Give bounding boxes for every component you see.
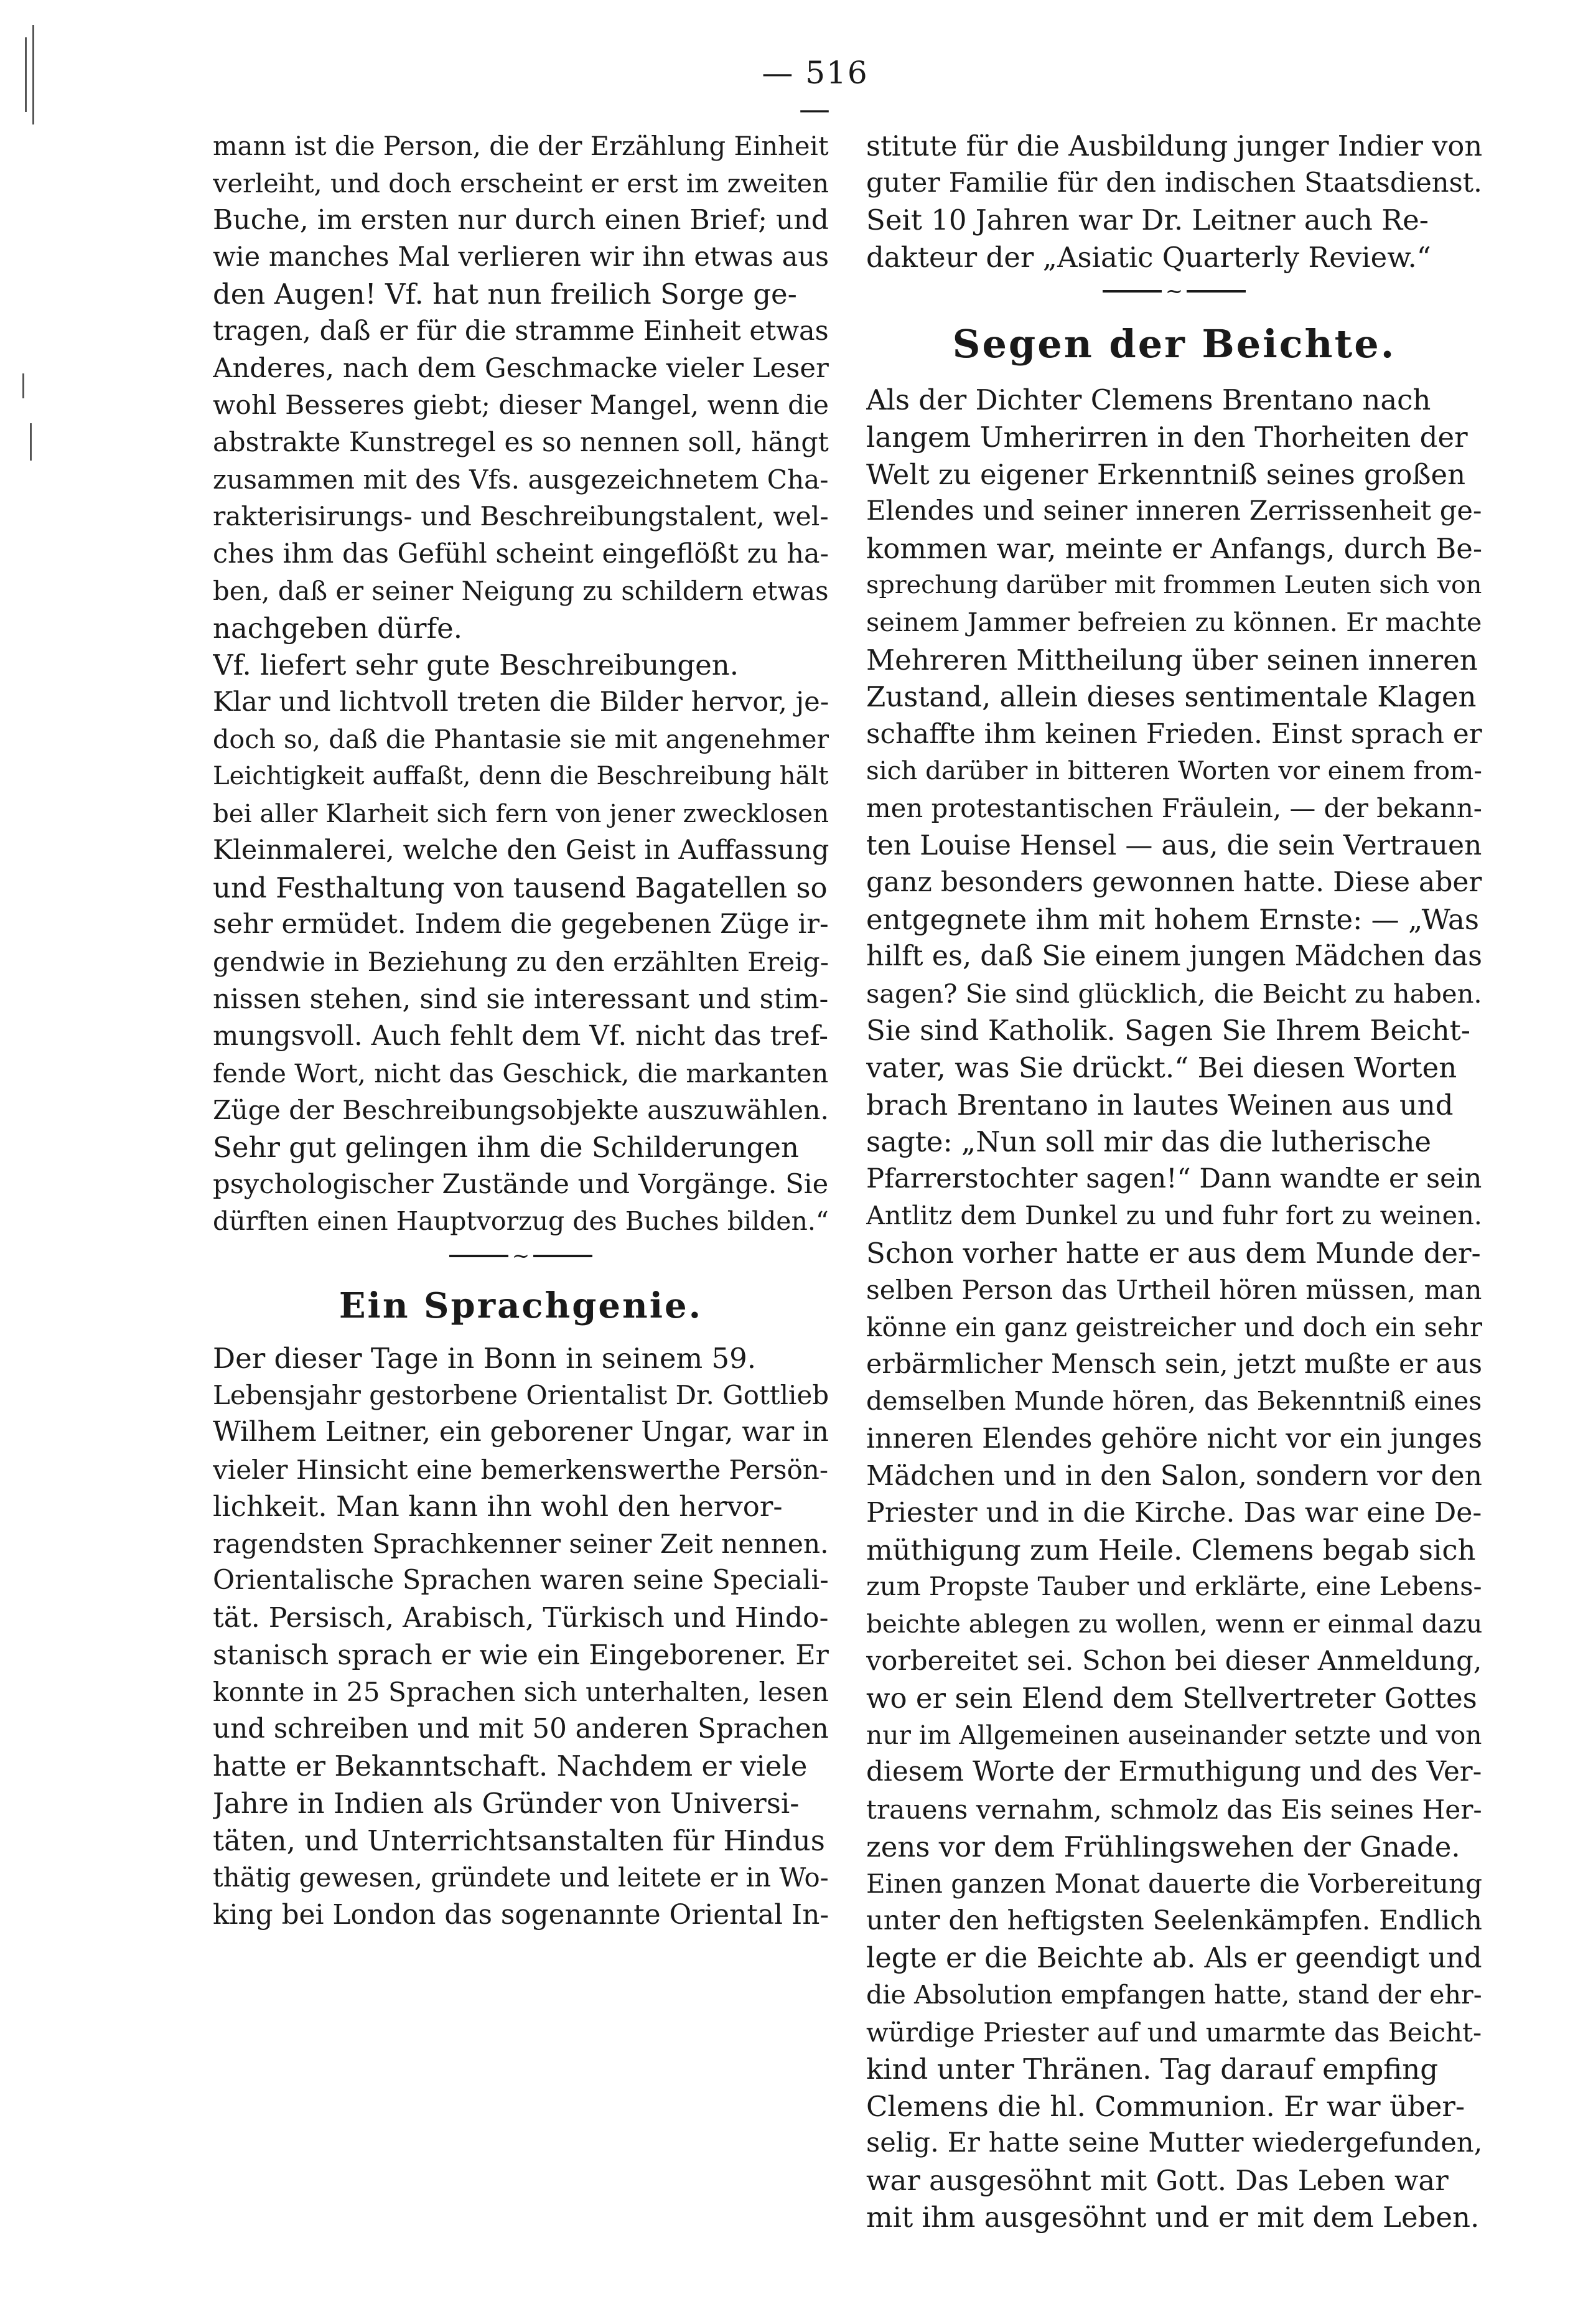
text-line: ganz besonders gewonnen hatte. Diese aber bbox=[866, 866, 1482, 899]
scan-edge-mark bbox=[22, 373, 24, 398]
section-heading-beichte: Segen der Beichte. bbox=[952, 321, 1396, 367]
text-line: sehr ermüdet. Indem die gegebenen Züge ir- bbox=[213, 909, 829, 940]
text-line: fende Wort, nicht das Geschick, die markanten bbox=[213, 1057, 829, 1089]
text-line: zens vor dem Frühlingswehen der Gnade. bbox=[866, 1830, 1460, 1863]
text-line: stanisch sprach er wie ein Eingeborener. Er bbox=[213, 1639, 829, 1671]
text-line: langem Umherirren in den Thorheiten der bbox=[866, 420, 1468, 454]
text-line: Sie sind Katholik. Sagen Sie Ihrem Beicht- bbox=[866, 1014, 1470, 1047]
text-line: die Absolution empfangen hatte, stand der ehr- bbox=[866, 1979, 1482, 2010]
text-line: zum Propste Tauber und erklärte, eine Lebens- bbox=[866, 1572, 1482, 1602]
text-line: gendwie in Beziehung zu den erzählten Ereig- bbox=[213, 947, 829, 978]
text-line: inneren Elendes gehöre nicht vor ein junges bbox=[866, 1423, 1482, 1455]
text-line: täten, und Unterrichtsanstalten für Hindus bbox=[213, 1824, 825, 1857]
text-line: thätig gewesen, gründete und leitete er in Wo- bbox=[213, 1862, 829, 1893]
text-line: sagte: „Nun soll mir das die lutherische bbox=[866, 1125, 1432, 1159]
text-line: nachgeben dürfe. bbox=[213, 611, 463, 645]
text-line: lichkeit. Man kann ihn wohl den hervor- bbox=[213, 1490, 783, 1524]
text-line: hatte er Bekanntschaft. Nachdem er viele bbox=[213, 1750, 808, 1783]
text-line: seinem Jammer befreien zu können. Er machte bbox=[866, 607, 1482, 637]
page-number: — 516 — bbox=[762, 55, 869, 127]
text-line: Vf. liefert sehr gute Beschreibungen. bbox=[213, 649, 739, 682]
text-line: Zustand, allein dieses sentimentale Klagen bbox=[866, 680, 1477, 714]
text-line: Der dieser Tage in Bonn in seinem 59. bbox=[213, 1341, 757, 1375]
text-line: und schreiben und mit 50 anderen Sprachen bbox=[213, 1713, 829, 1745]
text-line: abstrakte Kunstregel es so nennen soll, hängt bbox=[213, 427, 829, 458]
text-line: würdige Priester auf und umarmte das Beicht- bbox=[866, 2017, 1482, 2048]
text-line: und Festhaltung von tausend Bagatellen so bbox=[213, 871, 828, 904]
right-column bbox=[866, 128, 1482, 2236]
text-line: verleiht, und doch erscheint er erst im zweiten bbox=[213, 167, 829, 199]
text-line: Pfarrerstochter sagen!“ Dann wandte er sein bbox=[866, 1163, 1482, 1194]
scan-edge-mark bbox=[30, 423, 32, 461]
text-line: vieler Hinsicht eine bemerkenswerthe Persön- bbox=[213, 1454, 829, 1485]
section-divider: ~ bbox=[213, 1240, 829, 1272]
text-line: guter Familie für den indischen Staatsdienst. bbox=[866, 167, 1482, 199]
text-line: Züge der Beschreibungsobjekte auszuwählen. bbox=[213, 1095, 829, 1126]
text-line: vater, was Sie drückt.“ Bei diesen Worten bbox=[866, 1051, 1457, 1085]
text-line: Buche, im ersten nur durch einen Brief; und bbox=[213, 204, 829, 237]
text-line: konnte in 25 Sprachen sich unterhalten, lesen bbox=[213, 1677, 829, 1708]
text-line: Lebensjahr gestorbene Orientalist Dr. Gottlieb bbox=[213, 1380, 829, 1411]
text-line: unter den heftigsten Seelenkämpfen. Endlich bbox=[866, 1905, 1482, 1936]
text-line: selben Person das Urtheil hören müssen, man bbox=[866, 1275, 1482, 1306]
text-line: Mädchen und in den Salon, sondern vor den bbox=[866, 1460, 1482, 1492]
text-line: erbärmlicher Mensch sein, jetzt mußte er aus bbox=[866, 1348, 1482, 1380]
text-line: den Augen! Vf. hat nun freilich Sorge ge- bbox=[213, 278, 797, 311]
text-line: trauens vernahm, schmolz das Eis seines Her- bbox=[866, 1794, 1482, 1825]
text-line: men protestantischen Fräulein, — der bekann- bbox=[866, 792, 1482, 823]
text-line: kind unter Thränen. Tag darauf empfing bbox=[866, 2053, 1439, 2086]
text-line: entgegnete ihm mit hohem Ernste: — „Was bbox=[866, 902, 1479, 936]
scan-edge-mark bbox=[32, 25, 34, 124]
text-line: selig. Er hatte seine Mutter wiedergefunden, bbox=[866, 2127, 1482, 2159]
text-line: ben, daß er seiner Neigung zu schildern etwas bbox=[213, 576, 829, 607]
text-line: nur im Allgemeinen auseinander setzte und von bbox=[866, 1720, 1482, 1750]
text-line: ragendsten Sprachkenner seiner Zeit nennen. bbox=[213, 1528, 829, 1559]
text-line: Klar und lichtvoll treten die Bilder hervor, je- bbox=[213, 686, 829, 718]
text-line: nissen stehen, sind sie interessant und stim- bbox=[213, 983, 829, 1015]
text-line: tragen, daß er für die stramme Einheit etwas bbox=[213, 315, 829, 347]
text-line: ten Louise Hensel — aus, die sein Vertrauen bbox=[866, 829, 1482, 861]
text-line: mit ihm ausgesöhnt und er mit dem Leben. bbox=[866, 2201, 1480, 2234]
text-line: dakteur der „Asiatic Quarterly Review.“ bbox=[866, 240, 1431, 274]
text-line: Leichtigkeit auffaßt, denn die Beschreibung hält bbox=[213, 762, 829, 791]
text-line: schaffte ihm keinen Frieden. Einst sprach er bbox=[866, 718, 1482, 750]
text-line: Antlitz dem Dunkel zu und fuhr fort zu weinen. bbox=[866, 1201, 1482, 1231]
text-line: Mehreren Mittheilung über seinen inneren bbox=[866, 643, 1478, 677]
text-line: doch so, daß die Phantasie sie mit angenehmer bbox=[213, 724, 829, 754]
text-line: Wilhem Leitner, ein geborener Ungar, war in bbox=[213, 1417, 829, 1448]
text-line: king bei London das sogenannte Oriental In- bbox=[213, 1898, 829, 1931]
right-text-top bbox=[866, 128, 1482, 276]
text-line: Jahre in Indien als Gründer von Universi- bbox=[213, 1786, 800, 1820]
text-line: sich darüber in bitteren Worten vor einem from- bbox=[866, 756, 1482, 786]
text-line: Anderes, nach dem Geschmacke vieler Leser bbox=[213, 352, 829, 384]
text-line: wohl Besseres giebt; dieser Mangel, wenn die bbox=[213, 390, 829, 421]
text-line: dürften einen Hauptvorzug des Buches bilden.“ bbox=[213, 1206, 829, 1237]
text-line: wo er sein Elend dem Stellvertreter Gottes bbox=[866, 1682, 1477, 1715]
text-line: war ausgesöhnt mit Gott. Das Leben war bbox=[866, 2163, 1449, 2197]
text-line: tät. Persisch, Arabisch, Türkisch und Hindo- bbox=[213, 1601, 829, 1634]
text-line: hilft es, daß Sie einem jungen Mädchen das bbox=[866, 940, 1482, 973]
text-line: Als der Dichter Clemens Brentano nach bbox=[866, 383, 1431, 417]
text-line: mann ist die Person, die der Erzählung Einheit bbox=[213, 131, 829, 161]
text-line: kommen war, meinte er Anfangs, durch Be- bbox=[866, 532, 1482, 565]
text-line: Sehr gut gelingen ihm die Schilderungen bbox=[213, 1131, 799, 1164]
section-divider: ~ bbox=[866, 276, 1482, 307]
text-line: stitute für die Ausbildung junger Indier von bbox=[866, 129, 1482, 162]
text-line: diesem Worte der Ermuthigung und des Ver- bbox=[866, 1756, 1482, 1788]
text-line: Schon vorher hatte er aus dem Munde der- bbox=[866, 1237, 1481, 1270]
text-line: Kleinmalerei, welche den Geist in Auffassung bbox=[213, 835, 829, 866]
text-line: mungsvoll. Auch fehlt dem Vf. nicht das tref- bbox=[213, 1020, 829, 1052]
scan-edge-mark bbox=[25, 37, 27, 112]
text-line: rakterisirungs- und Beschreibungstalent, wel- bbox=[213, 501, 829, 532]
text-line: Einen ganzen Monat dauerte die Vorbereitung bbox=[866, 1868, 1482, 1900]
text-line: Clemens die hl. Communion. Er war über- bbox=[866, 2089, 1465, 2123]
text-line: brach Brentano in lautes Weinen aus und bbox=[866, 1088, 1454, 1122]
text-line: demselben Munde hören, das Bekenntniß eines bbox=[866, 1386, 1482, 1417]
text-line: bei aller Klarheit sich fern von jener zwecklosen bbox=[213, 799, 829, 828]
text-line: sprechung darüber mit frommen Leuten sich von bbox=[866, 571, 1482, 600]
right-text-bottom bbox=[866, 382, 1482, 2236]
text-line: vorbereitet sei. Schon bei dieser Anmeldung, bbox=[866, 1645, 1482, 1677]
text-line: Seit 10 Jahren war Dr. Leitner auch Re- bbox=[866, 204, 1429, 237]
text-line: Welt zu eigener Erkenntniß seines großen bbox=[866, 457, 1466, 491]
text-line: ches ihm das Gefühl scheint eingeflößt zu ha- bbox=[213, 538, 829, 569]
left-text-top bbox=[213, 128, 829, 1240]
text-line: Elendes und seiner inneren Zerrissenheit ge- bbox=[866, 495, 1482, 527]
left-text-bottom bbox=[213, 1340, 829, 1934]
text-line: müthigung zum Heile. Clemens begab sich bbox=[866, 1533, 1476, 1567]
text-line: beichte ablegen zu wollen, wenn er einmal dazu bbox=[866, 1608, 1482, 1639]
text-line: könne ein ganz geistreicher und doch ein sehr bbox=[866, 1312, 1482, 1343]
section-heading-sprachgenie: Ein Sprachgenie. bbox=[339, 1285, 703, 1326]
text-line: Orientalische Sprachen waren seine Speciali- bbox=[213, 1565, 829, 1596]
left-column bbox=[213, 128, 829, 1933]
text-line: psychologischer Zustände und Vorgänge. Sie bbox=[213, 1168, 829, 1200]
text-line: wie manches Mal verlieren wir ihn etwas aus bbox=[213, 241, 829, 273]
text-line: Priester und in die Kirche. Das war eine De- bbox=[866, 1497, 1482, 1529]
text-line: legte er die Beichte ab. Als er geendigt und bbox=[866, 1941, 1482, 1975]
text-line: sagen? Sie sind glücklich, die Beicht zu haben. bbox=[866, 978, 1482, 1009]
text-line: zusammen mit des Vfs. ausgezeichnetem Cha- bbox=[213, 464, 829, 495]
